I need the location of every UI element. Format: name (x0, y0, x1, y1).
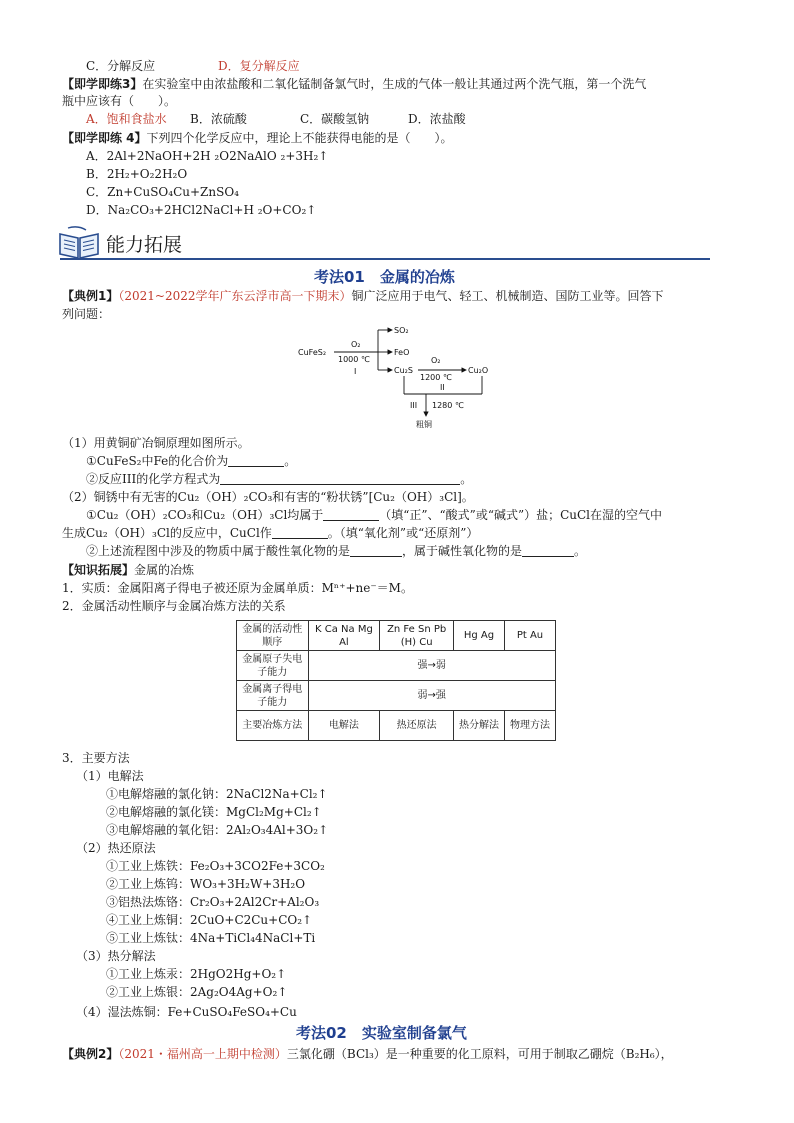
table-row (237, 681, 556, 711)
table-cell: Pt Au (504, 621, 555, 651)
question-2: （2）铜锈中有无害的Cu₂（OH）₂CO₃和有害的“粉状锈”[Cu₂（OH）₃Cl]。 (62, 490, 474, 504)
diagram-o2-2: O₂ (431, 356, 441, 365)
metal-activity-table (236, 620, 556, 741)
method-3: （3）热分解法 (76, 949, 156, 963)
method-1-1: ①电解熔融的氯化钠：2NaCl2Na+Cl₂↑ (106, 787, 328, 801)
table-row (237, 711, 556, 741)
diagram-product: 粗铜 (416, 420, 432, 429)
example-1 (62, 288, 664, 305)
kaofa-01-title: 考法01 金属的冶炼 (314, 268, 455, 286)
example-1-source: （2021~2022学年广东云浮市高一下期末） (118, 289, 352, 303)
method-1-3: ③电解熔融的氧化铝：2Al₂O₃4Al+3O₂↑ (106, 823, 329, 837)
practice-3-line2: 瓶中应该有（ ）。 (62, 94, 177, 108)
method-2-2: ②工业上炼钨：WO₃+3H₂W+3H₂O (106, 877, 306, 891)
knowledge-tag: 【知识拓展】 (62, 563, 135, 577)
practice-4-option-a: A．2Al+2NaOH+2H ₂O2NaAlO ₂+3H₂↑ (86, 149, 329, 163)
question-2-2 (86, 543, 586, 560)
practice-3-text: 在实验室中由浓盐酸和二氧化锰制备氯气时，生成的气体一般让其通过两个洗气瓶，第一个洗气 (142, 77, 647, 91)
practice-3 (62, 76, 646, 93)
table-cell: 物理方法 (504, 711, 555, 741)
practice-4-option-c: C．Zn+CuSO₄Cu+ZnSO₄ (86, 185, 239, 199)
practice-3-option-a (86, 111, 167, 128)
example-2-source: （2021・福州高一上期中检测） (118, 1047, 287, 1061)
table-cell: 热分解法 (453, 711, 504, 741)
practice-3-tag: 【即学即练3】 (62, 77, 143, 91)
answer-blank[interactable] (272, 526, 328, 539)
question-period: 。 (460, 472, 473, 486)
diagram-so2: SO₂ (394, 326, 409, 335)
answer-blank[interactable] (350, 544, 402, 557)
diagram-feo: FeO (394, 348, 410, 357)
method-3-2: ②工业上炼银：2Ag₂O4Ag+O₂↑ (106, 985, 288, 999)
diagram-temp-3: 1280 ℃ (432, 401, 464, 410)
option-d-text: D．复分解反应 (218, 59, 300, 73)
table-cell: 金属的活动性顺序 (237, 621, 309, 651)
table-cell: K Ca Na Mg Al (308, 621, 380, 651)
table-cell: 强→弱 (308, 651, 556, 681)
question-2-1 (86, 507, 662, 524)
practice-3-option-d: D．浓盐酸 (408, 112, 466, 126)
method-1-2: ②电解熔融的氯化镁：MgCl₂Mg+Cl₂↑ (106, 805, 322, 819)
diagram-step-1: I (354, 367, 357, 376)
section-underline (60, 258, 710, 260)
question-2-1-text-c: 生成Cu₂（OH）₃Cl的反应中，CuCl作 (62, 526, 272, 540)
open-book-icon (56, 226, 102, 262)
table-cell: 金属离子得电子能力 (237, 681, 309, 711)
practice-4-option-d: D．Na₂CO₃+2HCl2NaCl+H ₂O+CO₂↑ (86, 203, 317, 217)
diagram-temp-1: 1000 ℃ (338, 355, 370, 364)
method-4: （4）湿法炼铜：Fe+CuSO₄FeSO₄+Cu (76, 1005, 297, 1019)
example-1-tag: 【典例1】 (62, 289, 119, 303)
method-2-5: ⑤工业上炼钛：4Na+TiCl₄4NaCl+Ti (106, 931, 316, 945)
method-2: （2）热还原法 (76, 841, 156, 855)
table-cell: Hg Ag (453, 621, 504, 651)
diagram-cu2o: Cu₂O (468, 366, 489, 375)
question-1-1-text: ①CuFeS₂中Fe的化合价为 (86, 454, 229, 468)
example-2-text: 三氯化硼（BCl₃）是一种重要的化工原料，可用于制取乙硼烷（B₂H₆）， (286, 1047, 673, 1061)
practice-4 (62, 130, 453, 147)
example-1-line2: 列问题： (62, 307, 111, 321)
example-2 (62, 1046, 673, 1063)
question-2-1-text-d: 。（填“氧化剂”或“还原剂”） (327, 526, 479, 540)
practice-4-text: 下列四个化学反应中，理论上不能获得电能的是（ ）。 (146, 131, 453, 145)
method-2-1: ①工业上炼铁：Fe₂O₃+3CO2Fe+3CO₂ (106, 859, 325, 873)
question-1-2-text: ②反应III的化学方程式为 (86, 472, 221, 486)
example-2-tag: 【典例2】 (62, 1047, 119, 1061)
question-2-1-text-b: （填“正”、“酸式”或“碱式”）盐；CuCl在湿的空气中 (379, 508, 663, 522)
table-row (237, 651, 556, 681)
question-2-1-text-a: ①Cu₂（OH）₂CO₃和Cu₂（OH）₃Cl均属于 (86, 508, 324, 522)
table-cell: 金属原子失电子能力 (237, 651, 309, 681)
option-d (218, 58, 300, 75)
table-cell: Zn Fe Sn Pb (H) Cu (380, 621, 454, 651)
diagram-o2-1: O₂ (351, 340, 361, 349)
table-row (237, 621, 556, 651)
table-cell: 主要冶炼方法 (237, 711, 309, 741)
kaofa-02-title: 考法02 实验室制备氯气 (296, 1024, 467, 1042)
knowledge-point-1: 1．实质：金属阳离子得电子被还原为金属单质：Mⁿ⁺+ne⁻＝M。 (62, 581, 413, 595)
practice-3-option-b: B．浓硫酸 (190, 112, 247, 126)
method-3-1: ①工业上炼汞：2HgO2Hg+O₂↑ (106, 967, 287, 981)
question-2-2-text-b: ，属于碱性氧化物的是 (402, 544, 523, 558)
method-2-4: ④工业上炼铜：2CuO+C2Cu+CO₂↑ (106, 913, 313, 927)
diagram-start: CuFeS₂ (298, 348, 327, 357)
knowledge-point-2: 2．金属活动性顺序与金属冶炼方法的关系 (62, 599, 286, 613)
question-1-1 (86, 453, 296, 470)
method-2-3: ③铝热法炼铬：Cr₂O₃+2Al2Cr+Al₂O₃ (106, 895, 320, 909)
practice-3-option-a-text: A．饱和食盐水 (86, 112, 167, 126)
answer-blank[interactable] (522, 544, 574, 557)
question-period: 。 (284, 454, 297, 468)
question-2-1-line2 (62, 525, 478, 542)
practice-4-option-b: B．2H₂+O₂2H₂O (86, 167, 188, 181)
question-2-2-text-a: ②上述流程图中涉及的物质中属于酸性氧化物的是 (86, 544, 351, 558)
section-header (56, 224, 716, 264)
question-1: （1）用黄铜矿冶铜原理如图所示。 (62, 436, 250, 450)
answer-blank[interactable] (228, 454, 284, 467)
diagram-step-3: III (410, 401, 418, 410)
table-cell: 热还原法 (380, 711, 454, 741)
option-c: C．分解反应 (86, 59, 156, 73)
practice-3-option-c: C．碳酸氢钠 (300, 112, 370, 126)
diagram-step-2: II (440, 383, 445, 392)
question-period: 。 (574, 544, 587, 558)
knowledge-point-3: 3．主要方法 (62, 751, 130, 765)
section-title: 能力拓展 (106, 234, 183, 256)
method-1: （1）电解法 (76, 769, 144, 783)
answer-blank[interactable] (323, 508, 379, 521)
diagram-temp-2: 1200 ℃ (420, 373, 452, 382)
question-1-2 (86, 471, 472, 488)
table-cell: 弱→强 (308, 681, 556, 711)
practice-4-tag: 【即学即练 4】 (62, 131, 147, 145)
knowledge-heading (62, 562, 194, 579)
answer-blank[interactable] (220, 472, 460, 485)
copper-smelting-flow-diagram (296, 322, 506, 430)
diagram-cu2s: Cu₂S (394, 366, 413, 375)
example-1-text: 铜广泛应用于电气、轻工、机械制造、国防工业等。回答下 (351, 289, 664, 303)
knowledge-title: 金属的冶炼 (134, 563, 195, 577)
table-cell: 电解法 (308, 711, 380, 741)
